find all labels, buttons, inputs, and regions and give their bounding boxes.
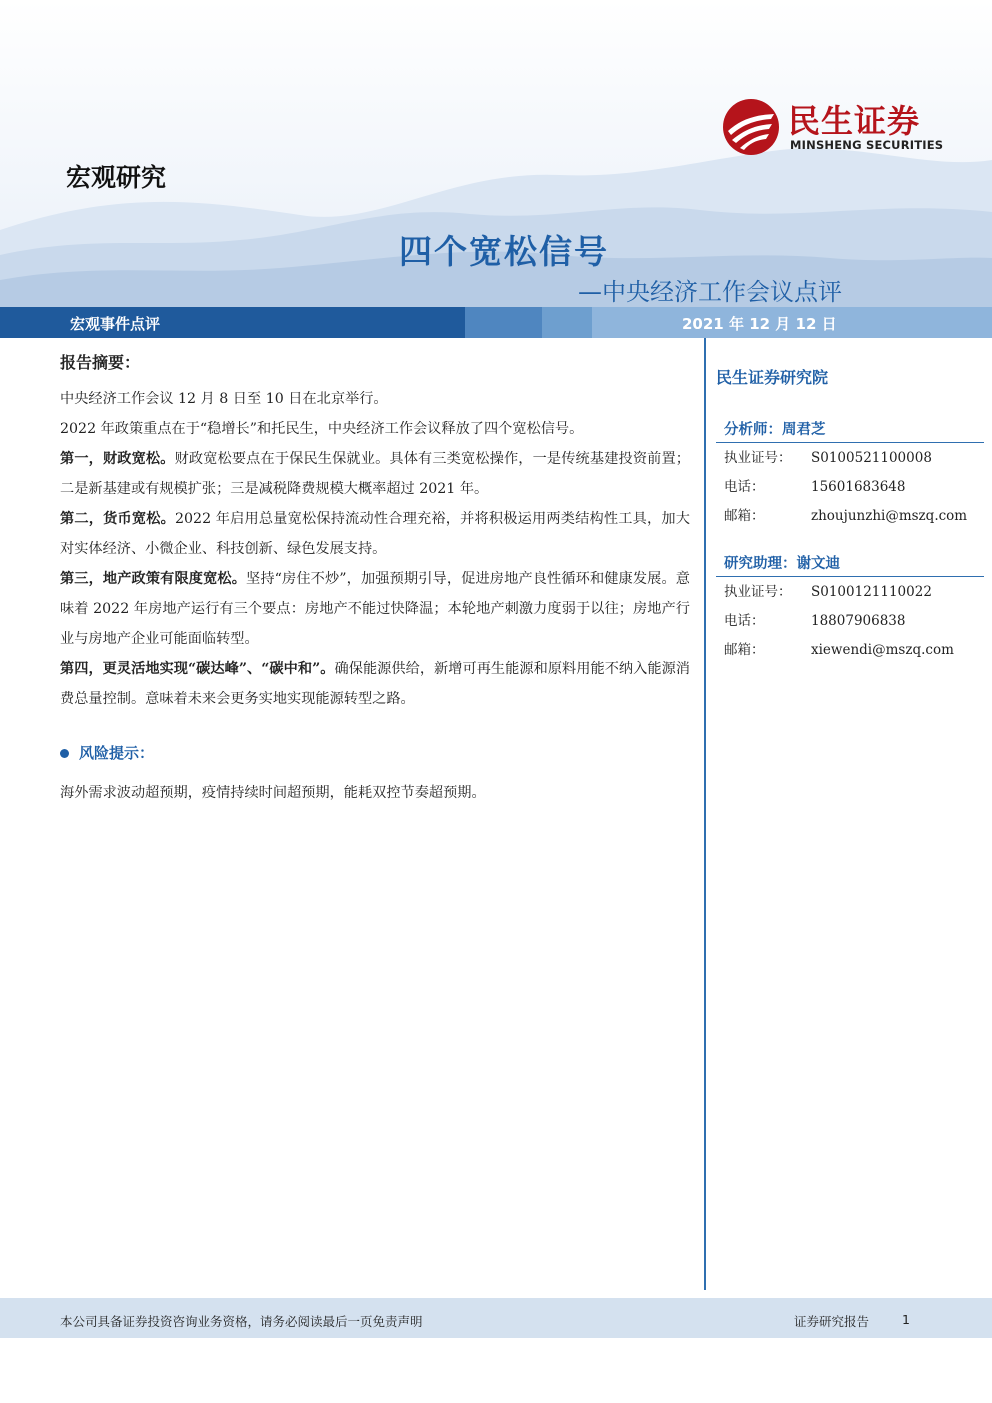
brand-name-cn: 民生证券 (788, 102, 921, 140)
band-segment (542, 307, 592, 338)
summary-paragraph: 第二，货币宽松。2022 年启用总量宽松保持流动性合理充裕，并将积极运用两类结构性工具，加大对实体经济、小微企业、科技创新、绿色发展支持。 (60, 511, 690, 557)
assistant-phone-row: 电话： 18807906838 (724, 613, 906, 629)
summary-paragraph: 2022 年政策重点在于“稳增长”和托民生，中央经济工作会议释放了四个宽松信号。 (60, 421, 584, 437)
sidebar (716, 365, 984, 664)
assistant-license-row: 执业证号： S0100121110022 (724, 584, 932, 600)
paragraph-lead: 第四，更灵活地实现“碳达峰”、“碳中和”。 (60, 661, 335, 677)
assistant-heading: 研究助理：谢文迪 (716, 552, 984, 577)
report-subtitle: —中央经济工作会议点评 (578, 278, 842, 306)
brand-name-en: MINSHENG SECURITIES (790, 138, 944, 152)
footer-doc-type: 证券研究报告 (794, 1314, 870, 1329)
summary-paragraph: 第四，更灵活地实现“碳达峰”、“碳中和”。确保能源供给，新增可再生能源和原料用能不纳入能源消费总量控制。意味着未来会更务实地实现能源转型之路。 (60, 661, 690, 707)
assistant-email-row: 邮箱： xiewendi@mszq.com (724, 642, 954, 658)
analyst-license-row: 执业证号： S0100521100008 (724, 450, 932, 466)
summary-paragraph: 第三，地产政策有限度宽松。坚持“房住不炒”，加强预期引导，促进房地产良性循环和健康发展。意味着 2022 年房地产运行有三个要点：房地产不能过快降温；本轮地产刺激力度弱于以往；房地产行业与房地产企业可能面临转型。 (60, 571, 690, 647)
report-title: 四个宽松信号 (399, 232, 609, 271)
paragraph-lead: 第二，货币宽松。 (60, 511, 175, 527)
analyst-heading: 分析师：周君芝 (716, 418, 984, 443)
paragraph-lead: 第三，地产政策有限度宽松。 (60, 571, 247, 587)
summary-paragraph: 中央经济工作会议 12 月 8 日至 10 日在北京举行。 (60, 391, 388, 407)
analyst-phone-row: 电话： 15601683648 (724, 479, 906, 495)
column-divider (704, 338, 706, 1290)
report-type-label: 宏观事件点评 (70, 315, 161, 333)
footer-disclaimer: 本公司具备证券投资咨询业务资格，请务必阅读最后一页免责声明 (60, 1314, 423, 1329)
research-institute: 民生证券研究院 (716, 368, 829, 387)
risk-text: 海外需求波动超预期，疫情持续时间超预期，能耗双控节奏超预期。 (60, 785, 486, 801)
page-footer (0, 1298, 992, 1338)
risk-heading: 风险提示： (60, 738, 690, 768)
summary-heading: 报告摘要： (60, 353, 141, 372)
brand-logo (722, 96, 952, 158)
paragraph-lead: 第一，财政宽松。 (60, 451, 175, 467)
minsheng-logo-icon (722, 98, 780, 156)
summary-paragraph: 第一，财政宽松。财政宽松要点在于保民生保就业。具体有三类宽松操作，一是传统基建投资前置；二是新基建或有规模扩张；三是减税降费规模大概率超过 2021 年。 (60, 451, 690, 497)
page-number: 1 (902, 1312, 910, 1327)
analyst-email-row: 邮箱： zhoujunzhi@mszq.com (724, 508, 968, 524)
band-segment (465, 307, 542, 338)
section-band (0, 307, 992, 338)
report-date: 2021 年 12 月 12 日 (682, 315, 837, 333)
summary-section (60, 348, 690, 808)
bullet-icon (60, 749, 69, 758)
report-category: 宏观研究 (66, 163, 167, 192)
